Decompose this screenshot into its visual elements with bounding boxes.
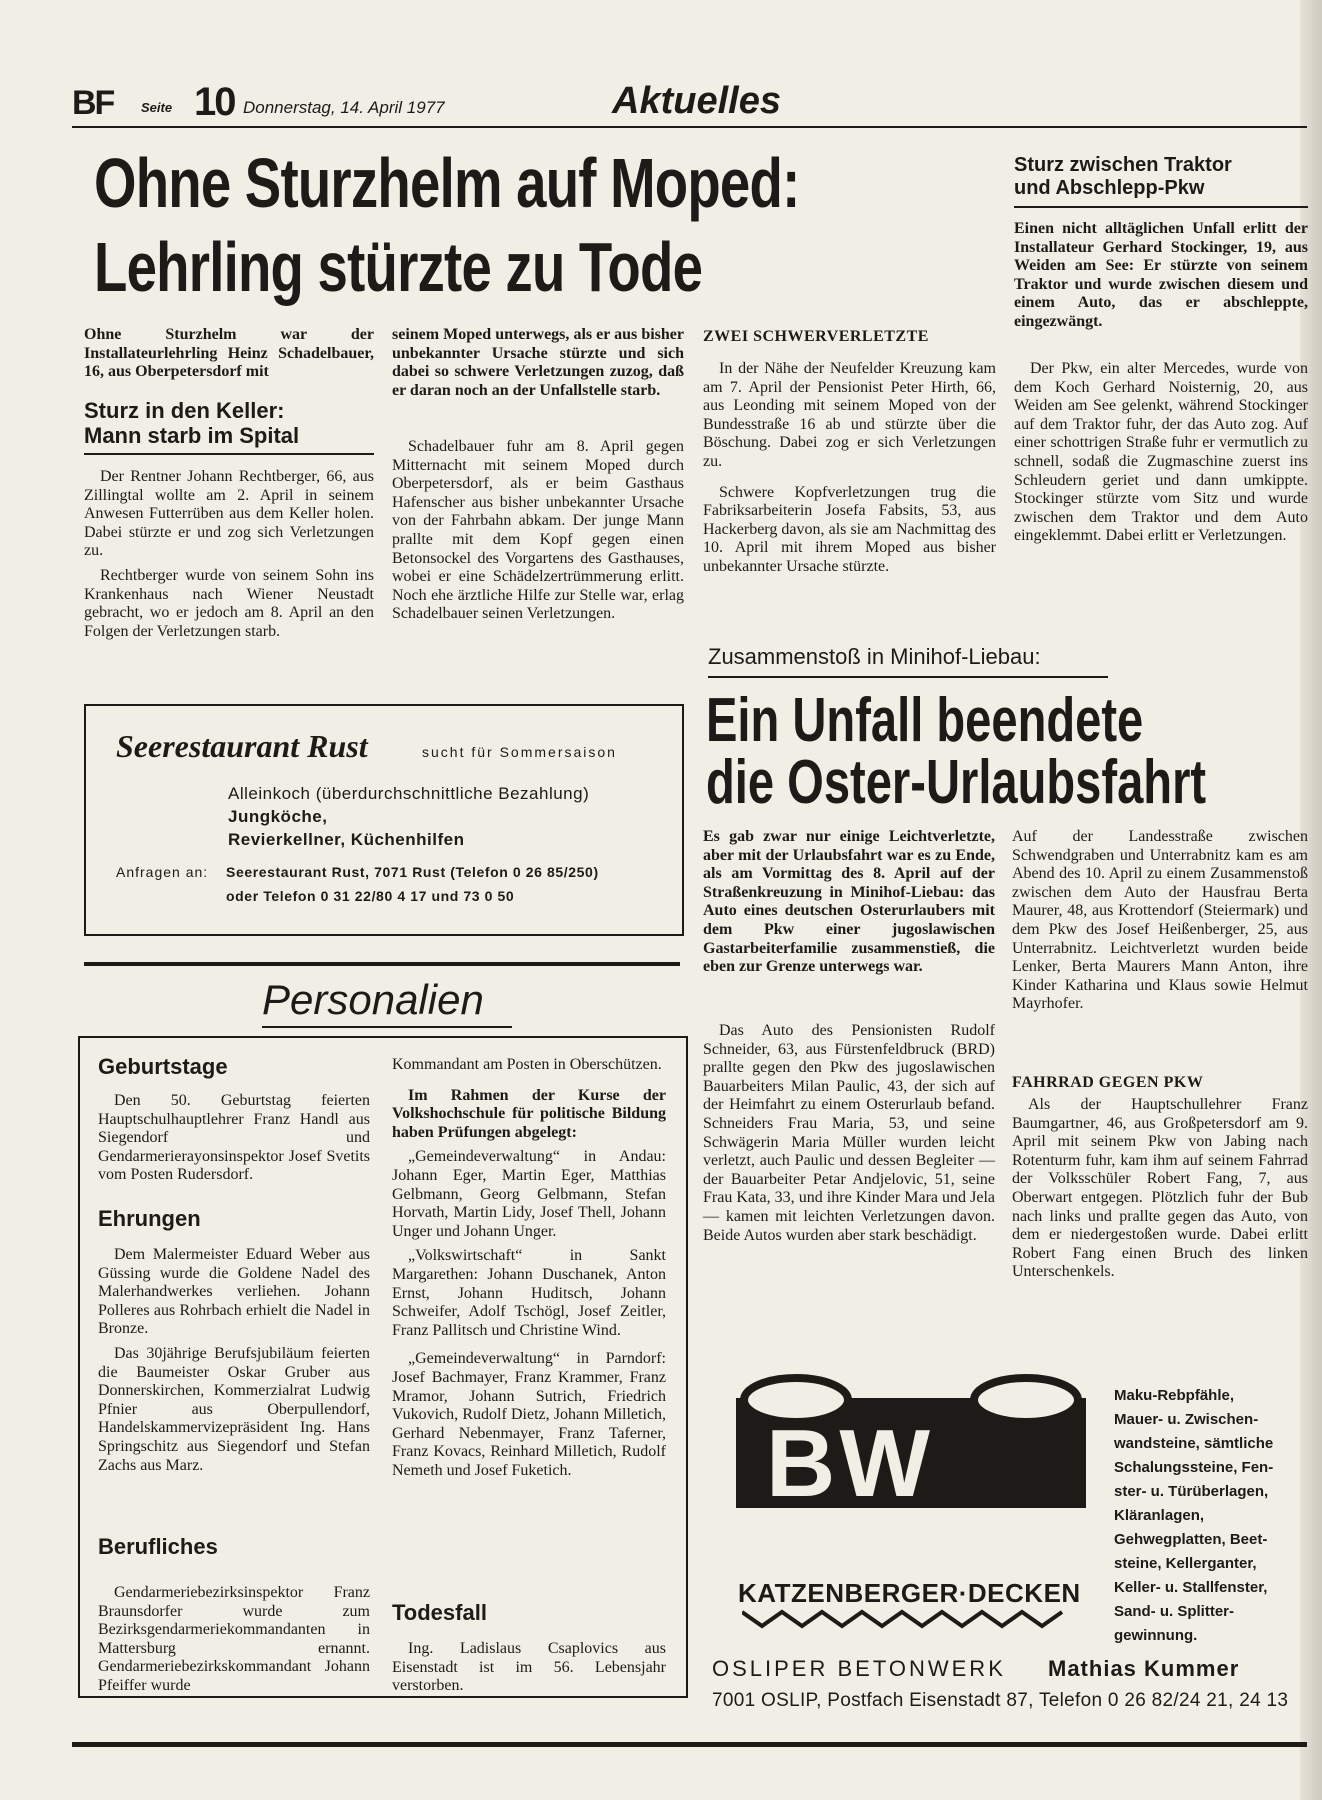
bw-logo-graphic	[726, 1368, 1096, 1518]
lead-headline-line-2: Lehrling stürzte zu Tode	[94, 228, 703, 306]
todesfall-body	[392, 1640, 666, 1702]
minihof-kicker-rule	[708, 676, 1108, 678]
rust-ad-job-2: Jungköche,	[228, 807, 328, 826]
bw-logo-letters: BW	[766, 1410, 934, 1517]
rust-ad-contact-1: Seerestaurant Rust, 7071 Rust (Telefon 0 26 85/250)	[226, 864, 599, 880]
schwerverletzte-paragraph-2: Schwere Kopfverletzungen trug die Fabriksarbeiterin Josefa Fabsits, 53, aus Hackerberg davon, als sie am Nachmittag des 10. April mit ihrem Moped aus bisher unbekannter Ursache stürzte.	[703, 483, 996, 575]
todesfall-heading: Todesfall	[392, 1600, 487, 1625]
schwerverletzte-body	[703, 360, 996, 583]
page-number: 10	[194, 80, 235, 124]
kommandant-paragraph: Kommandant am Posten in Oberschützen.	[392, 1056, 662, 1073]
lead-body	[392, 438, 684, 630]
bw-product: Kläranlagen,	[1114, 1507, 1205, 1524]
traktor-headline-line-1: Sturz zwischen Traktor	[1014, 154, 1232, 176]
fahrrad-paragraph: Als der Hauptschullehrer Franz Baumgartner, 46, aus Großpetersdorf am 9. April mit seinem Pkw von Jabing nach Rotenturm fuhr, kam ihm auf seinem Fahrrad der Volksschüler Robert Fang, 7, aus Oberwart entgegen. Plötzlich fuhr der Bub nach links und prallte gegen das Auto, von dem er niedergestoßen wurde. Dabei erlitt Robert Fang einen Bruch des linken Unterschenkels.	[1012, 1096, 1308, 1281]
geburtstage-heading: Geburtstage	[98, 1054, 228, 1079]
fahrrad-heading: FAHRRAD GEGEN PKW	[1012, 1074, 1204, 1091]
bw-product: Sand- u. Splitter-	[1114, 1603, 1234, 1620]
minihof-kicker: Zusammenstoß in Minihof-Liebau:	[708, 644, 1041, 669]
personalien-col2	[392, 1056, 666, 1486]
traktor-headline	[1014, 154, 1314, 200]
schwerverletzte-heading: ZWEI SCHWERVERLETZTE	[703, 328, 929, 345]
bw-betonwerk-ad	[702, 1346, 1302, 1678]
page-bottom-rule	[72, 1742, 1307, 1747]
berufliches-body	[98, 1584, 370, 1702]
bw-product: Maku-Rebpfähle,	[1114, 1387, 1235, 1404]
rust-ad-job-1: Alleinkoch (überdurchschnittliche Bezahlung)	[228, 784, 590, 803]
bw-product: wandsteine, sämtliche	[1114, 1435, 1274, 1452]
geburtstage-paragraph: Den 50. Geburtstag feierten Hauptschulhauptlehrer Franz Handl aus Siegendorf und Gendarmerierayonsinspektor Josef Svetits vom Posten Rudersdorf.	[98, 1092, 370, 1184]
minihof-headline-line-1: Ein Unfall beendete	[706, 686, 1144, 755]
bw-brand: KATZENBERGER·DECKEN	[738, 1578, 1081, 1608]
traktor-body-paragraph: Der Pkw, ein alter Mercedes, wurde von dem Koch Gerhard Noisternig, 20, aus Weiden am See gelenkt, während Stockinger auf dem Traktor fuhr, der das Auto zog. Auf einer schottrigen Straße fuhr er vermutlich zu schnell, sodaß die Zugmaschine zuerst ins Schleudern geriet und dann umkippte. Stockinger stürzte vom Sitz und wurde zwischen dem Traktor und dem Auto eingeklemmt. Dabei erlitt er Verletzungen.	[1014, 360, 1308, 545]
rust-ad-tagline: sucht für Sommersaison	[422, 744, 617, 760]
minihof-intro: Es gab zwar nur einige Leichtverletzte, aber mit der Urlaubsfahrt war es zu Ende, als am Vormittag des 8. April auf der Straßenkreuzung in Minihof-Liebau: das Auto eines deutschen Osterurlaubers mit dem Pkw einer jugoslawischen Gastarbeiterfamilie zusammenstieß, die eben zur Grenze unterwegs war.	[703, 828, 995, 976]
ehrungen-paragraph-1: Dem Malermeister Eduard Weber aus Güssing wurde die Goldene Nadel des Malerhandwerkes verliehen. Johann Polleres aus Rohrbach erhielt die Nadel in Bronze.	[98, 1246, 370, 1338]
bw-company-right: Mathias Kummer	[1048, 1656, 1240, 1681]
bw-product-list	[1114, 1384, 1273, 1648]
kurse-paragraph-2: „Volkswirtschaft“ in Sankt Margarethen: Johann Duschanek, Anton Ernst, Johann Huditsch, Johann Schweifer, Adolf Tschögl, Josef Zeitler, Franz Pallitsch und Christine Wind.	[392, 1247, 666, 1339]
bw-product: Schalungssteine, Fen-	[1114, 1459, 1274, 1476]
geburtstage-body	[98, 1092, 370, 1191]
traktor-rule	[1014, 206, 1308, 208]
bw-zigzag-graphic	[742, 1608, 1072, 1630]
ehrungen-heading: Ehrungen	[98, 1206, 201, 1231]
bw-pipe-right	[974, 1378, 1078, 1422]
minihof-headline-line-2: die Oster-Urlaubsfahrt	[706, 748, 1207, 817]
lead-intro: Ohne Sturzhelm war der Installateurlehrling Heinz Schadelbauer, 16, aus Oberpetersdorf mit	[84, 326, 374, 381]
lead-intro-continued: seinem Moped unterwegs, als er aus bisher unbekannter Ursache stürzte und sich dabei so schwere Verletzungen zuzog, daß er daran noch an der Unfallstelle starb.	[392, 326, 684, 399]
minihof-col2	[1012, 828, 1308, 1020]
traktor-intro: Einen nicht alltäglichen Unfall erlitt der Installateur Gerhard Stockinger, 19, aus Weiden am See: Er stürzte von seinem Traktor und wurde zwischen diesem und einem Auto, das er abschleppte, eingezwängt.	[1014, 220, 1308, 330]
section-title: Aktuelles	[612, 80, 781, 122]
minihof-body-paragraph: Das Auto des Pensionisten Rudolf Schneider, 63, aus Fürstenfeldbruck (BRD) prallte gegen den Pkw des jugoslawischen Bauarbeiters Milan Paulic, 43, der sich auf der Heimfahrt zu einem Osterurlaub befand. Schneiders Frau Maria, 53, und seine Schwägerin Maria Müller wurden leicht verletzt, auch Paulic und dessen Begleiter — der Bauarbeiter Petar Andjelovic, 51, seine Frau Kata, 33, und ihre Kinder Mara und Jela — kamen mit leichten Verletzungen davon. Beide Autos wurden aber stark beschädigt.	[703, 1022, 995, 1244]
bw-product: Keller- u. Stallfenster,	[1114, 1579, 1268, 1596]
bw-product: Gehwegplatten, Beet-	[1114, 1531, 1268, 1548]
minihof-body	[703, 1022, 995, 1251]
kurse-paragraph-3: „Gemeindeverwaltung“ in Parndorf: Josef Bachmayer, Franz Krammer, Franz Mramor, Johann Sutrich, Friedrich Vukovich, Rudolf Dietz, Johann Milletich, Gerhard Nebenmayer, Franz Taferner, Franz Kovacs, Reinhard Milletich, Rudolf Nemeth und Josef Fuketich.	[392, 1350, 666, 1479]
kurse-paragraph-1: „Gemeindeverwaltung“ in Andau: Johann Eger, Martin Eger, Matthias Gelbmann, Georg Gelbmann, Stefan Horvath, Martin Lidy, Josef Thell, Johann Unger und Johann Unger.	[392, 1148, 666, 1240]
rust-restaurant-ad	[84, 704, 684, 936]
personalien-title: Personalien	[262, 976, 484, 1023]
traktor-headline-line-2: und Abschlepp-Pkw	[1014, 177, 1205, 199]
lead-headline-line-1: Ohne Sturzhelm auf Moped:	[94, 144, 800, 222]
issue-date: Donnerstag, 14. April 1977	[243, 98, 445, 117]
keller-paragraph-1: Der Rentner Johann Rechtberger, 66, aus Zillingtal wollte am 2. April in seinem Anwesen Futterrüben aus dem Keller holen. Dabei stürzte er und zog sich Verletzungen zu.	[84, 468, 374, 560]
keller-headline-line-1: Sturz in den Keller:	[84, 398, 285, 423]
rust-ad-jobs	[228, 782, 589, 851]
schwerverletzte-paragraph-1: In der Nähe der Neufelder Kreuzung kam am 7. April der Pensionist Peter Hirth, 66, aus Leonding mit seinem Moped von der Bundesstraße 16 ab und stürzte über die Böschung. Dabei zog er sich Verletzungen zu.	[703, 360, 996, 470]
keller-headline-line-2: Mann starb im Spital	[84, 423, 300, 448]
ehrungen-body	[98, 1246, 370, 1481]
lead-body-paragraph: Schadelbauer fuhr am 8. April gegen Mitternacht mit seinem Moped durch Oberpetersdorf, als er beim Gasthaus Hafenscher aus bisher unbekannter Ursache von der Fahrbahn abkam. Der junge Mann prallte mit dem Kopf gegen einen Betonsockel des Vorgartens des Gasthauses, wobei er eine Schädelzertrümmerung erlitt. Noch ehe ärztliche Hilfe zur Stelle war, erlag Schadelbauer seinen Verletzungen.	[392, 438, 684, 623]
kurse-intro: Im Rahmen der Kurse der Volkshochschule für politische Bildung haben Prüfungen abgelegt:	[392, 1086, 666, 1141]
minihof-col2-paragraph: Auf der Landesstraße zwischen Schwendgraben und Unterrabnitz kam es am Abend des 10. April zu einem Zusammenstoß zwischen dem Auto der Hausfrau Berta Maurer, 48, aus Krottendorf (Steiermark) und dem Pkw des Josef Heißenberger, 25, aus Unterrabnitz. Leichtverletzt wurden beide Lenker, Berta Maurers Mann Anton, ihre Kinder Katharina und Klaus sowie Helmut Mayrhofer.	[1012, 828, 1308, 1013]
masthead-seite-label: Seite	[141, 100, 173, 115]
bw-company-left: OSLIPER BETONWERK	[712, 1656, 1006, 1681]
masthead-logo: BF	[72, 84, 114, 122]
bw-product: ster- u. Türüberlagen,	[1114, 1483, 1269, 1500]
keller-body	[84, 468, 374, 647]
bw-product: steine, Kellerganter,	[1114, 1555, 1257, 1572]
keller-rule	[84, 453, 374, 455]
rust-ad-name: Seerestaurant Rust	[116, 728, 368, 764]
rust-ad-contact-2: oder Telefon 0 31 22/80 4 17 und 73 0 50	[226, 888, 515, 904]
todesfall-paragraph: Ing. Ladislaus Csaplovics aus Eisenstadt ist im 56. Lebensjahr verstorben.	[392, 1640, 666, 1695]
traktor-body	[1014, 360, 1308, 552]
keller-headline	[84, 398, 384, 448]
bw-product: gewinnung.	[1114, 1627, 1198, 1644]
bw-address: 7001 OSLIP, Postfach Eisenstadt 87, Telefon 0 26 82/24 21, 24 13	[712, 1690, 1289, 1711]
rust-ad-job-3: Revierkellner, Küchenhilfen	[228, 830, 465, 849]
bw-product: Mauer- u. Zwischen-	[1114, 1411, 1259, 1428]
personalien-title-rule	[262, 1026, 512, 1028]
personalien-top-rule	[84, 962, 680, 966]
ehrungen-paragraph-2: Das 30jährige Berufsjubiläum feierten die Baumeister Oskar Gruber aus Donnerskirchen, Kommerzialrat Ludwig Pfnier aus Oberpullendorf, Handelskammervizepräsident Ing. Hans Springschitz aus Siegendorf und Stefan Zachs aus Marz.	[98, 1344, 370, 1474]
bw-zigzag-line	[742, 1612, 1062, 1626]
rust-ad-contact-label: Anfragen an:	[116, 864, 209, 880]
keller-paragraph-2: Rechtberger wurde von seinem Sohn ins Krankenhaus nach Wiener Neustadt gebracht, wo er jedoch am 8. April an den Folgen der Verletzungen starb.	[84, 566, 374, 640]
masthead-rule	[72, 126, 1307, 128]
berufliches-paragraph: Gendarmeriebezirksinspektor Franz Braunsdorfer wurde zum Bezirksgendarmeriekommandanten in Mattersburg ernannt. Gendarmeriebezirkskommandant Johann Pfeiffer wurde	[98, 1584, 370, 1694]
fahrrad-body	[1012, 1096, 1308, 1288]
berufliches-heading: Berufliches	[98, 1534, 218, 1559]
